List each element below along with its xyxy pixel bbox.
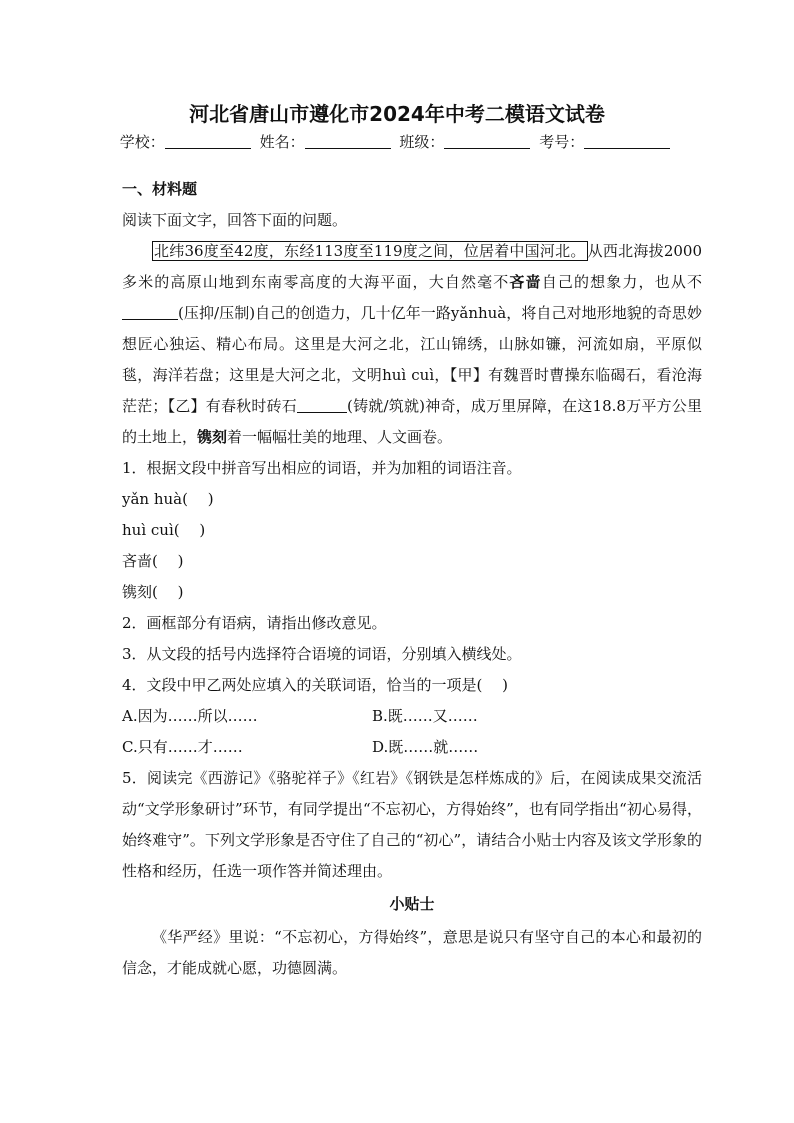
bold-word-1: 吝啬 bbox=[509, 273, 542, 291]
q4-options-row-2 bbox=[122, 732, 702, 763]
instruction: 阅读下面文字，回答下面的问题。 bbox=[122, 211, 348, 229]
q4-options-row-1 bbox=[122, 701, 702, 732]
question-2: 2．画框部分有语病，请指出修改意见。 bbox=[122, 614, 387, 632]
passage-text-3: (压抑/压制)自己的创造力，几十亿年一路yǎn bbox=[178, 304, 478, 322]
passage-text-2: 自己的想象力，也从不 bbox=[541, 273, 702, 291]
page-title: 河北省唐山市遵化市2024年中考二模语文试卷 bbox=[189, 102, 605, 126]
section-heading: 一、材料题 bbox=[122, 180, 198, 198]
option-a[interactable]: A.因为……所以…… bbox=[122, 707, 258, 725]
exam-no-blank[interactable] bbox=[584, 148, 670, 149]
passage-text-4: huà，将自己对地形地貌的奇思妙想匠心独运、精心布局。这里是大河之北，江山锦绣，山脉如镰，河流如扇，平原似毯，海洋若盘；这里是大河之北，文明huì cuì，【甲】有魏晋时曹操东临碣石，看沧海茫茫；【乙】有春秋时砖石 bbox=[122, 304, 702, 415]
class-label: 班级： bbox=[399, 133, 445, 151]
q1-item-4[interactable]: 镌刻( ) bbox=[122, 583, 184, 601]
fill-blank-1-cont[interactable] bbox=[168, 319, 178, 320]
boxed-sentence: 北纬36度至42度，东经113度至119度之间，位居着中国河北。 bbox=[154, 242, 586, 260]
question-1: 1．根据文段中拼音写出相应的词语，并为加粗的词语注音。 bbox=[122, 459, 522, 477]
question-4: 4．文段中甲乙两处应填入的关联词语，恰当的一项是( ) bbox=[122, 676, 509, 694]
fill-blank-1[interactable] bbox=[122, 319, 168, 320]
tip-text: 《华严经》里说：“不忘初心，方得始终”，意思是说只有坚守自己的本心和最初的信念，才能成就心愿，功德圆满。 bbox=[122, 928, 702, 977]
passage-text-6: 着一幅幅壮美的地理、人文画卷。 bbox=[227, 428, 453, 446]
option-b[interactable]: B.既……又…… bbox=[372, 707, 478, 725]
school-label: 学校： bbox=[119, 133, 165, 151]
fill-blank-2[interactable] bbox=[297, 412, 347, 413]
student-info-row bbox=[92, 131, 702, 152]
option-c[interactable]: C.只有……才…… bbox=[122, 738, 243, 756]
tip-title: 小贴士 bbox=[389, 895, 435, 913]
name-blank[interactable] bbox=[305, 148, 391, 149]
passage-text-1: 从西北海拔2000多米的高原山地到东南零高度的大海平面，大自然毫不 bbox=[122, 242, 702, 291]
bold-word-2: 镌刻 bbox=[197, 428, 228, 446]
question-3: 3．从文段的括号内选择符合语境的词语，分别填入横线处。 bbox=[122, 645, 522, 663]
q1-item-3[interactable]: 吝啬( ) bbox=[122, 552, 184, 570]
reading-passage bbox=[122, 236, 702, 453]
q1-item-2[interactable]: huì cuì( ) bbox=[122, 521, 206, 539]
q1-item-1[interactable]: yǎn huà( ) bbox=[122, 490, 214, 508]
school-blank[interactable] bbox=[165, 148, 251, 149]
question-5: 5．阅读完《西游记》《骆驼祥子》《红岩》《钢铁是怎样炼成的》后，在阅读成果交流活动“文学形象研讨”环节，有同学提出“不忘初心，方得始终”，也有同学指出“初心易得，始终难守”。下列文学形象是否守住了自己的“初心”，请结合小贴士内容及该文学形象的性格和经历，任选一项作答并简述理由。 bbox=[122, 769, 702, 880]
option-d[interactable]: D.既……就…… bbox=[372, 738, 479, 756]
class-blank[interactable] bbox=[444, 148, 530, 149]
name-label: 姓名： bbox=[259, 133, 305, 151]
passage-text-5: (铸就/筑就)神奇，成万里屏障，在这18.8万平方公里的土地上， bbox=[122, 397, 702, 446]
exam-no-label: 考号： bbox=[539, 133, 585, 151]
